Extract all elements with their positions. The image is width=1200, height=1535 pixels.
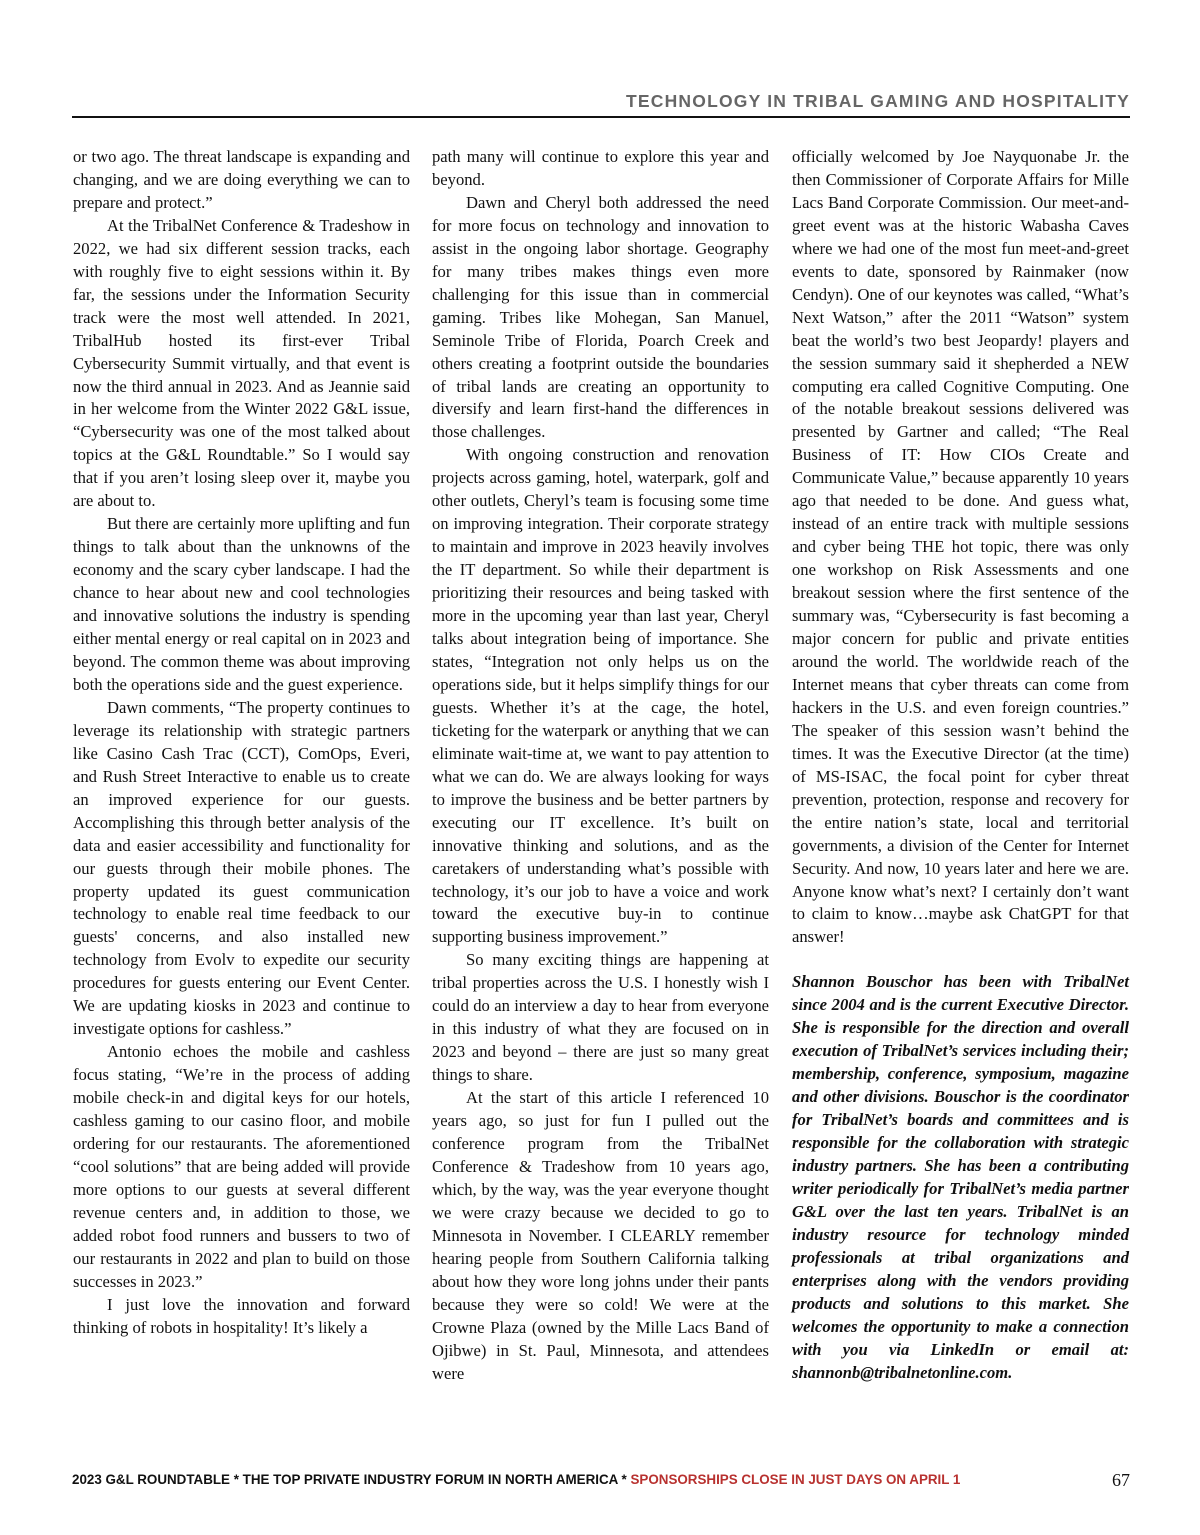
page-footer: [72, 1466, 1130, 1494]
page-number: 67: [1112, 1470, 1130, 1490]
paragraph: I just love the innovation and forward thinking of robots in hospitality! It’s likely a: [73, 1294, 410, 1337]
footer-sponsor-text: SPONSORSHIPS CLOSE IN JUST DAYS ON APRIL 1: [630, 1472, 961, 1487]
paragraph: officially welcomed by Joe Nayquonabe Jr. the then Commissioner of Corporate Affairs for Mille Lacs Band Corporate Commission. Our meet-and-greet event was at the historic Wabasha Caves where we had one of the most fun meet-and-greet events to date, sponsored by Rainmaker (now Cendyn). One of our keynotes was called, “What’s Next Watson,” after the 2011 “Watson” system beat the world’s two best Jeopardy! players and the session summary said it shepherded a NEW computing era called Cognitive Computing. One of the notable breakout sessions delivered was presented by Gartner and called; “The Real Business of IT: How CIOs Create and Communicate Value,” because apparently 10 years ago that needed to be done. And guess what, instead of an entire track with multiple sessions and cyber being THE hot topic, there was only one workshop on Risk Assessments and one breakout session where the first sentence of the summary was, “Cybersecurity is fast becoming a major concern for public and private entities around the world. The worldwide reach of the Internet means that cyber threats can come from hackers in the U.S. and even foreign countries.” The speaker of this session wasn’t behind the times. It was the Executive Director (at the time) of MS-ISAC, the focal point for cyber threat prevention, protection, response and recovery for the entire nation’s state, local and territorial governments, a division of the Center for Internet Security. And now, 10 years later and here we are. Anyone know what’s next? I certainly don’t want to claim to know…maybe ask ChatGPT for that answer!: [792, 147, 1129, 947]
article-column-3: [792, 146, 1129, 1385]
paragraph: So many exciting things are happening at tribal properties across the U.S. I honestly wish I could do an interview a day to hear from everyone in this industry of what they are focused on in 2023 and beyond – there are just so many great things to share.: [432, 950, 769, 1085]
footer-text: 2023 G&L ROUNDTABLE * THE TOP PRIVATE INDUSTRY FORUM IN NORTH AMERICA *: [72, 1472, 631, 1487]
paragraph: path many will continue to explore this year and beyond.: [432, 147, 769, 189]
paragraph: But there are certainly more uplifting and fun things to talk about than the unknowns of the economy and the scary cyber landscape. I had the chance to hear about new and cool technologies and innovative solutions the industry is spending either mental energy or real capital on in 2023 and beyond. The common theme was about improving both the operations side and the guest experience.: [73, 514, 410, 694]
paragraph: Dawn and Cheryl both addressed the need for more focus on technology and innovation to assist in the ongoing labor shortage. Geography for many tribes makes things even more challenging for this issue than in commercial gaming. Tribes like Mohegan, San Manuel, Seminole Tribe of Florida, Poarch Creek and others creating a footprint outside the boundaries of tribal lands are creating an opportunity to diversify and learn first-hand the differences in those challenges.: [432, 192, 769, 442]
author-bio: Shannon Bouschor has been with TribalNet since 2004 and is the current Executive Director. She is responsible for the direction and overall execution of TribalNet’s services including their; membership, conference, symposium, magazine and other divisions. Bouschor is the coordinator for TribalNet’s boards and committees and is responsible for the collaboration with strategic industry partners. She has been a contributing writer periodically for TribalNet’s media partner G&L over the last ten years. TribalNet is an industry resource for technology minded professionals at tribal organizations and enterprises along with the vendors providing products and solutions to this market. She welcomes the opportunity to make a connection with you via LinkedIn or email at: shannonb@tribalnetonline.com.: [792, 972, 1129, 1382]
article-column-1: [73, 146, 410, 1340]
paragraph: Dawn comments, “The property continues to leverage its relationship with strategic partners like Casino Cash Trac (CCT), ComOps, Everi, and Rush Street Interactive to enable us to create an improved experience for our guests. Accomplishing this through better analysis of the data and easier accessibility and functionality for our guests through their mobile phones. The property updated its guest communication technology to enable real time feedback to our guests' concerns, and also installed new technology from Evolv to expedite our security procedures for guests entering our Event Center. We are updating kiosks in 2023 and continue to investigate options for cashless.”: [73, 697, 410, 1039]
section-header: [72, 88, 1130, 118]
paragraph: or two ago. The threat landscape is expanding and changing, and we are doing everything we can to prepare and protect.”: [73, 147, 410, 212]
section-title: TECHNOLOGY IN TRIBAL GAMING AND HOSPITALITY: [625, 91, 1130, 111]
paragraph: At the start of this article I referenced 10 years ago, so just for fun I pulled out the conference program from the TribalNet Conference & Tradeshow from 10 years ago, which, by the way, was the year everyone thought we were crazy because we decided to go to Minnesota in November. I CLEARLY remember hearing people from Southern California talking about how they wore long johns under their pants because they were so cold! We were at the Crowne Plaza (owned by the Mille Lacs Band of Ojibwe) in St. Paul, Minnesota, and attendees were: [432, 1088, 769, 1383]
article-column-2: [432, 146, 769, 1385]
paragraph: At the TribalNet Conference & Tradeshow in 2022, we had six different session tracks, each with roughly five to eight sessions within it. By far, the sessions under the Information Security track were the most well attended. In 2021, TribalHub hosted its first-ever Tribal Cybersecurity Summit virtually, and that event is now the third annual in 2023. And as Jeannie said in her welcome from the Winter 2022 G&L issue, “Cybersecurity was one of the most talked about topics at the G&L Roundtable.” So I would say that if you aren’t losing sleep over it, maybe you are about to.: [73, 215, 410, 511]
paragraph: With ongoing construction and renovation projects across gaming, hotel, waterpark, golf and other outlets, Cheryl’s team is focusing some time on improving integration. Their corporate strategy to maintain and improve in 2023 heavily involves the IT department. So while their department is prioritizing their resources and being tasked with more in the upcoming year than last year, Cheryl talks about integration being of importance. She states, “Integration not only helps us on the operations side, but it helps simplify things for our guests. Whether it’s at the cage, the hotel, ticketing for the waterpark or anything that we can eliminate wait-time at, we want to pay attention to what we can do. We are always looking for ways to improve the business and be better partners by executing our IT excellence. It’s built on innovative thinking and solutions, and as the caretakers of understanding what’s possible with technology, it’s our job to have a voice and work toward the executive buy-in to continue supporting business improvement.”: [432, 445, 769, 947]
paragraph: Antonio echoes the mobile and cashless focus stating, “We’re in the process of adding mobile check-in and digital keys for our hotels, cashless gaming to our casino floor, and mobile ordering for our restaurants. The aforementioned “cool solutions” that are being added will provide more options to our guests at several different revenue centers and, in addition to those, we added robot food runners and bussers to two of our restaurants in 2022 and plan to build on those successes in 2023.”: [73, 1042, 410, 1291]
